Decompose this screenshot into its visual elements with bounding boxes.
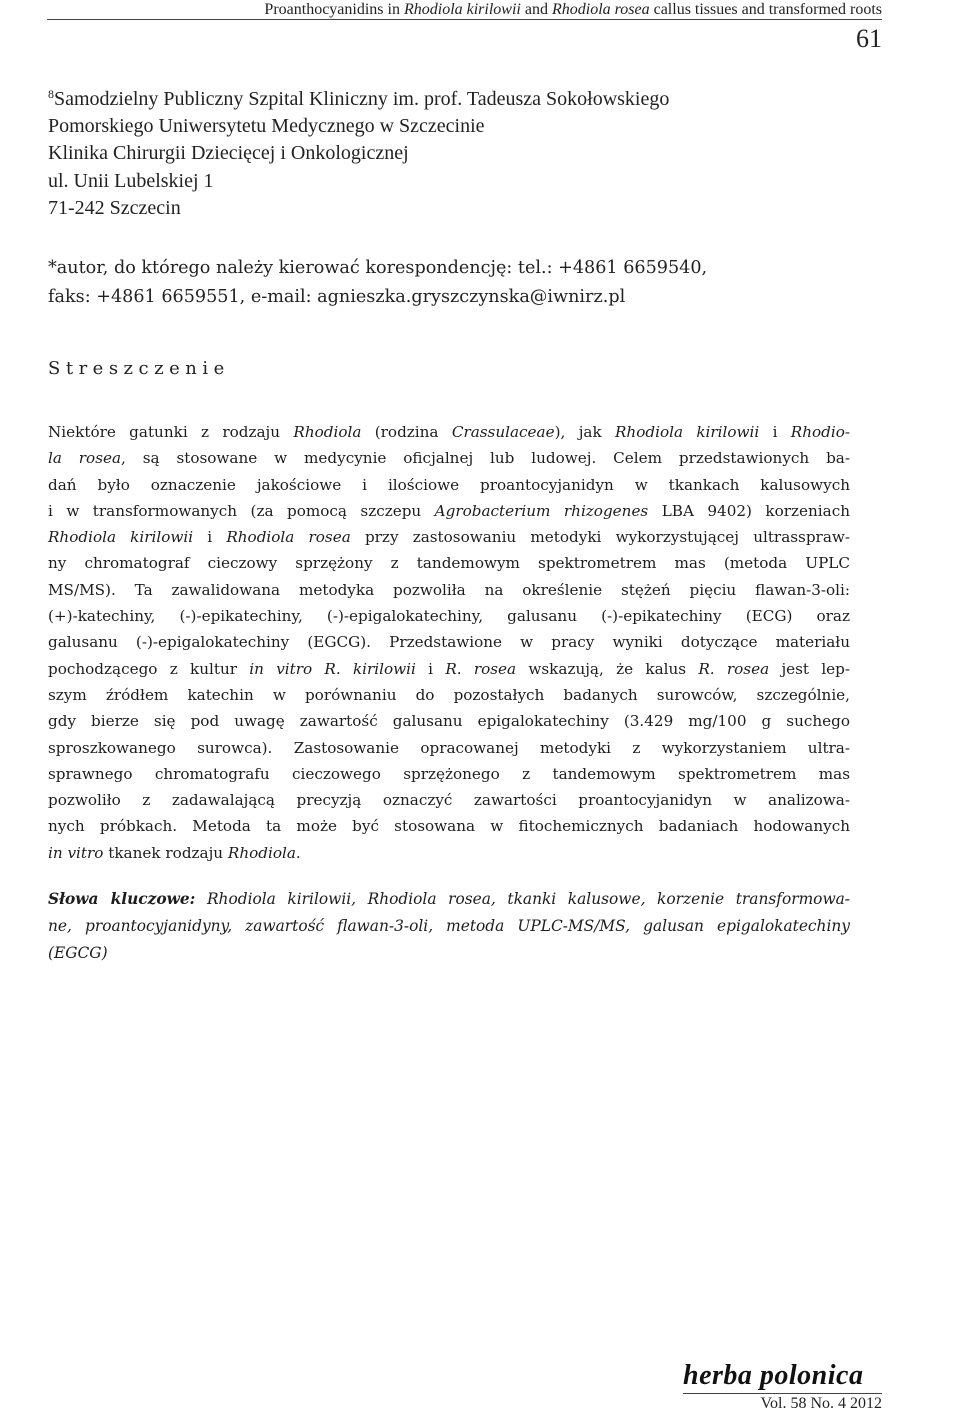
latin-term: Rhodiola	[227, 843, 296, 862]
affiliation-line: Klinika Chirurgii Dziecięcej i Onkologicznej	[48, 142, 409, 165]
abstract-line: sproszkowanego surowca). Zastosowanie opracowanej metodyki z wykorzystaniem ultra-	[48, 738, 850, 757]
abstract-line: MS/MS). Ta zawalidowana metodyka pozwoliła na określenie stężeń pięciu flawan-3-oli:	[48, 580, 850, 599]
latin-term: Rhodiola kirilowii	[48, 528, 194, 547]
keywords-label: Słowa kluczowe:	[48, 890, 196, 908]
volume-info: Vol. 58 No. 4 2012	[760, 1395, 882, 1412]
abstract-line: pochodzącego z kultur in vitro R. kirilowii i R. rosea wskazują, że kalus R. rosea jest lep-	[48, 659, 851, 678]
latin-term: Crassulaceae	[451, 423, 555, 441]
abstract-line: Rhodiola kirilowii i Rhodiola rosea przy zastosowaniu metodyki wykorzystującej ultrasspraw-	[48, 528, 851, 547]
affiliation-line: 71-242 Szczecin	[48, 196, 181, 219]
latin-term: Rhodiola rosea	[226, 528, 351, 547]
latin-term: in vitro R. kirilowii	[249, 659, 416, 678]
latin-term: R. rosea	[698, 659, 770, 678]
running-header	[264, 0, 882, 20]
running-header-species: Rhodiola kirilowii	[403, 1, 521, 18]
latin-term: in vitro	[48, 843, 104, 862]
abstract-line: galusanu (-)-epigalokatechiny (EGCG). Przedstawione w pracy wyniki dotyczące materiału	[48, 633, 850, 652]
page-number: 61	[856, 24, 882, 53]
abstract-line: gdy bierze się pod uwagę zawartość galusanu epigalokatechiny (3.429 mg/100 g suchego	[48, 712, 850, 731]
abstract-line: nych próbkach. Metoda ta może być stosowana w fitochemicznych badaniach hodowanych	[48, 817, 850, 836]
latin-term: Agrobacterium rhizogenes	[434, 501, 649, 520]
abstract-line: dań było oznaczenie jakościowe i ilościowe proantocyjanidyn w tkankach kalusowych	[48, 475, 850, 494]
latin-term: Rhodiola	[293, 423, 362, 441]
journal-logo: herba polonica	[683, 1360, 864, 1391]
latin-term: la rosea	[48, 449, 122, 468]
abstract-line: pozwoliło z zadawalającą precyzją oznaczyć zawartości proantocyjanidyn w analizowa-	[48, 791, 850, 810]
keywords-block	[48, 886, 850, 967]
header-divider	[47, 19, 882, 20]
abstract-line: szym źródłem katechin w porównaniu do pozostałych badanych surowców, szczególnie,	[48, 685, 850, 704]
running-header-part: callus tissues and transformed roots	[649, 1, 882, 18]
latin-term: Rhodiola kirilowii	[615, 423, 760, 441]
latin-term: Rhodio-	[790, 423, 850, 441]
affiliation-block	[48, 86, 868, 222]
affiliation-line: ul. Unii Lubelskiej 1	[48, 169, 214, 192]
keywords-line: ne, proantocyjanidyny, zawartość flawan-3-oli, metoda UPLC-MS/MS, galusan epigalokatechiny	[48, 917, 850, 935]
keywords-line: Słowa kluczowe: Rhodiola kirilowii, Rhodiola rosea, tkanki kalusowe, korzenie transformowa-	[48, 890, 850, 908]
correspondence-line: *autor, do którego należy kierować korespondencję: tel.: +4861 6659540,	[48, 258, 708, 278]
section-heading: Streszczenie	[48, 358, 230, 379]
abstract-line: in vitro tkanek rodzaju Rhodiola.	[48, 843, 301, 862]
abstract-line: la rosea, są stosowane w medycynie oficjalnej lub ludowej. Celem przedstawionych ba-	[48, 449, 850, 468]
abstract-line: ny chromatograf cieczowy sprzężony z tandemowym spektrometrem mas (metoda UPLC	[48, 554, 850, 573]
abstract-line: (+)-katechiny, (-)-epikatechiny, (-)-epigalokatechiny, galusanu (-)-epikatechiny (ECG) oraz	[48, 607, 850, 626]
abstract-line: Niektóre gatunki z rodzaju Rhodiola (rodzina Crassulaceae), jak Rhodiola kirilowii i Rhodio-	[48, 423, 850, 441]
keywords-line: (EGCG)	[48, 944, 108, 962]
correspondence-note	[48, 254, 868, 312]
running-header-part: and	[520, 1, 552, 18]
footer-divider	[683, 1393, 882, 1394]
affiliation-marker: 8	[48, 87, 54, 101]
abstract-line: i w transformowanych (za pomocą szczepu Agrobacterium rhizogenes LBA 9402) korzeniach	[48, 501, 850, 520]
running-header-part: Proanthocyanidins in	[264, 1, 404, 18]
running-header-species: Rhodiola rosea	[551, 1, 650, 18]
affiliation-line: Pomorskiego Uniwersytetu Medycznego w Szczecinie	[48, 115, 485, 138]
abstract-line: sprawnego chromatografu cieczowego sprzężonego z tandemowym spektrometrem mas	[48, 764, 850, 783]
latin-term: R. rosea	[445, 659, 517, 678]
affiliation-line: $^8$Samodzielny Publiczny Szpital Kliniczny im. prof. Tadeusza Sokołowskiego	[48, 87, 670, 110]
abstract-body	[48, 419, 850, 866]
correspondence-line: faks: +4861 6659551, e-mail: agnieszka.gryszczynska@iwnirz.pl	[48, 287, 626, 307]
